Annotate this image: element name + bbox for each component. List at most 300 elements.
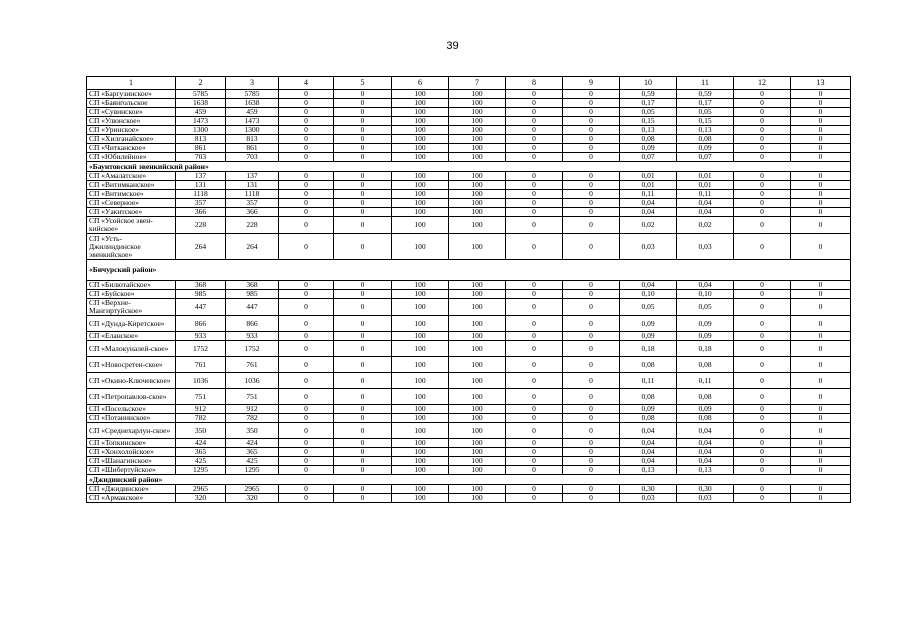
value-cell: 0 xyxy=(279,135,334,144)
table-row xyxy=(87,144,851,153)
value-cell: 0,07 xyxy=(677,153,734,162)
value-cell: 0 xyxy=(279,172,334,181)
table-body xyxy=(87,77,851,503)
settlement-name-cell: СП «Дунда-Киретское» xyxy=(87,316,176,332)
value-cell: 0,13 xyxy=(620,126,677,135)
value-cell: 2965 xyxy=(226,485,279,494)
value-cell: 0 xyxy=(734,172,791,181)
value-cell: 0 xyxy=(279,423,334,439)
value-cell: 751 xyxy=(226,389,279,405)
value-cell: 0 xyxy=(506,341,563,357)
value-cell: 100 xyxy=(449,290,506,299)
value-cell: 0 xyxy=(279,316,334,332)
value-cell: 0 xyxy=(563,457,620,466)
value-cell: 100 xyxy=(392,172,449,181)
value-cell: 100 xyxy=(392,135,449,144)
value-cell: 100 xyxy=(392,90,449,99)
value-cell: 1752 xyxy=(226,341,279,357)
value-cell: 0 xyxy=(279,144,334,153)
table-row xyxy=(87,181,851,190)
value-cell: 0 xyxy=(791,99,851,108)
table-row xyxy=(87,217,851,234)
table-row xyxy=(87,99,851,108)
value-cell: 0 xyxy=(279,389,334,405)
value-cell: 1638 xyxy=(176,99,226,108)
value-cell: 0,11 xyxy=(620,373,677,389)
value-cell: 100 xyxy=(449,457,506,466)
value-cell: 861 xyxy=(226,144,279,153)
value-cell: 100 xyxy=(449,373,506,389)
table-row xyxy=(87,190,851,199)
value-cell: 0 xyxy=(506,290,563,299)
value-cell: 131 xyxy=(176,181,226,190)
value-cell: 100 xyxy=(392,332,449,341)
value-cell: 0 xyxy=(334,357,392,373)
settlement-name-cell: СП «Новосретен-ское» xyxy=(87,357,176,373)
value-cell: 0 xyxy=(279,190,334,199)
value-cell: 0 xyxy=(279,108,334,117)
value-cell: 100 xyxy=(449,99,506,108)
value-cell: 866 xyxy=(176,316,226,332)
value-cell: 0 xyxy=(506,90,563,99)
value-cell: 0,09 xyxy=(620,405,677,414)
settlement-name-cell: СП «Джидинское» xyxy=(87,485,176,494)
settlement-name-cell: СП «Еланское» xyxy=(87,332,176,341)
value-cell: 0,08 xyxy=(620,357,677,373)
value-cell: 0,04 xyxy=(620,439,677,448)
value-cell: 100 xyxy=(449,357,506,373)
value-cell: 1300 xyxy=(176,126,226,135)
value-cell: 100 xyxy=(392,373,449,389)
table-row xyxy=(87,466,851,475)
value-cell: 0 xyxy=(279,414,334,423)
value-cell: 0,04 xyxy=(677,208,734,217)
value-cell: 366 xyxy=(226,208,279,217)
value-cell: 368 xyxy=(176,281,226,290)
value-cell: 100 xyxy=(392,290,449,299)
value-cell: 0 xyxy=(563,144,620,153)
value-cell: 100 xyxy=(392,405,449,414)
value-cell: 100 xyxy=(392,466,449,475)
value-cell: 365 xyxy=(226,448,279,457)
value-cell: 0,04 xyxy=(677,448,734,457)
value-cell: 100 xyxy=(449,181,506,190)
value-cell: 0 xyxy=(734,117,791,126)
value-cell: 100 xyxy=(392,414,449,423)
header-row xyxy=(87,77,851,90)
value-cell: 0 xyxy=(334,423,392,439)
value-cell: 0 xyxy=(563,439,620,448)
value-cell: 0 xyxy=(734,299,791,316)
value-cell: 137 xyxy=(176,172,226,181)
value-cell: 320 xyxy=(176,494,226,503)
value-cell: 0,01 xyxy=(677,181,734,190)
table-row xyxy=(87,439,851,448)
value-cell: 782 xyxy=(226,414,279,423)
value-cell: 0 xyxy=(734,217,791,234)
value-cell: 0 xyxy=(563,357,620,373)
value-cell: 0 xyxy=(506,208,563,217)
value-cell: 0,08 xyxy=(620,414,677,423)
value-cell: 0 xyxy=(734,466,791,475)
value-cell: 0 xyxy=(279,357,334,373)
value-cell: 0 xyxy=(563,373,620,389)
value-cell: 0 xyxy=(334,373,392,389)
value-cell: 703 xyxy=(176,153,226,162)
value-cell: 0 xyxy=(506,389,563,405)
value-cell: 0 xyxy=(506,299,563,316)
table-row xyxy=(87,414,851,423)
value-cell: 0 xyxy=(279,466,334,475)
value-cell: 0 xyxy=(791,290,851,299)
value-cell: 0,04 xyxy=(677,439,734,448)
value-cell: 0 xyxy=(791,217,851,234)
value-cell: 0,03 xyxy=(677,494,734,503)
value-cell: 0 xyxy=(506,234,563,260)
value-cell: 0 xyxy=(334,126,392,135)
value-cell: 0 xyxy=(563,117,620,126)
table-row xyxy=(87,135,851,144)
value-cell: 0,17 xyxy=(620,99,677,108)
value-cell: 0 xyxy=(563,199,620,208)
value-cell: 0 xyxy=(734,423,791,439)
settlement-name-cell: СП «Среднехарлун-ское» xyxy=(87,423,176,439)
value-cell: 0 xyxy=(563,217,620,234)
value-cell: 0 xyxy=(334,299,392,316)
value-cell: 0 xyxy=(279,99,334,108)
value-cell: 0 xyxy=(506,181,563,190)
value-cell: 0 xyxy=(334,448,392,457)
value-cell: 0 xyxy=(734,90,791,99)
value-cell: 0 xyxy=(334,457,392,466)
value-cell: 447 xyxy=(226,299,279,316)
value-cell: 0,04 xyxy=(620,423,677,439)
value-cell: 100 xyxy=(449,316,506,332)
value-cell: 0,07 xyxy=(620,153,677,162)
settlement-name-cell: СП «Северное» xyxy=(87,199,176,208)
value-cell: 0 xyxy=(791,135,851,144)
value-cell: 0 xyxy=(279,153,334,162)
value-cell: 100 xyxy=(449,144,506,153)
value-cell: 0,02 xyxy=(677,217,734,234)
value-cell: 100 xyxy=(449,389,506,405)
value-cell: 0 xyxy=(734,135,791,144)
value-cell: 0 xyxy=(734,190,791,199)
settlement-name-cell: СП «Баргузинское» xyxy=(87,90,176,99)
value-cell: 0 xyxy=(279,90,334,99)
value-cell: 0 xyxy=(791,389,851,405)
value-cell: 0 xyxy=(506,190,563,199)
value-cell: 0,05 xyxy=(620,299,677,316)
value-cell: 0 xyxy=(791,234,851,260)
value-cell: 0,03 xyxy=(677,234,734,260)
value-cell: 0 xyxy=(506,153,563,162)
value-cell: 0 xyxy=(563,494,620,503)
settlement-name-cell: СП «Верхне-Мангиртуйское» xyxy=(87,299,176,316)
value-cell: 0 xyxy=(506,414,563,423)
value-cell: 0,13 xyxy=(677,126,734,135)
value-cell: 0 xyxy=(506,373,563,389)
value-cell: 100 xyxy=(449,341,506,357)
value-cell: 0,04 xyxy=(677,199,734,208)
value-cell: 0 xyxy=(734,414,791,423)
value-cell: 0,08 xyxy=(620,135,677,144)
value-cell: 0 xyxy=(334,199,392,208)
value-cell: 0 xyxy=(734,290,791,299)
value-cell: 0 xyxy=(734,439,791,448)
value-cell: 0 xyxy=(734,99,791,108)
value-cell: 100 xyxy=(392,199,449,208)
value-cell: 100 xyxy=(392,357,449,373)
district-header-row xyxy=(87,475,851,485)
value-cell: 0 xyxy=(563,389,620,405)
value-cell: 425 xyxy=(226,457,279,466)
value-cell: 0 xyxy=(334,341,392,357)
value-cell: 0 xyxy=(334,217,392,234)
value-cell: 0 xyxy=(506,439,563,448)
value-cell: 0 xyxy=(791,208,851,217)
value-cell: 264 xyxy=(226,234,279,260)
header-cell: 4 xyxy=(279,77,334,90)
page-number: 39 xyxy=(446,40,459,52)
value-cell: 0 xyxy=(279,439,334,448)
value-cell: 0 xyxy=(334,234,392,260)
value-cell: 100 xyxy=(392,341,449,357)
value-cell: 0 xyxy=(506,99,563,108)
value-cell: 813 xyxy=(176,135,226,144)
value-cell: 0 xyxy=(279,494,334,503)
value-cell: 1638 xyxy=(226,99,279,108)
value-cell: 100 xyxy=(449,414,506,423)
value-cell: 0 xyxy=(279,457,334,466)
value-cell: 0 xyxy=(791,448,851,457)
header-cell: 13 xyxy=(791,77,851,90)
value-cell: 861 xyxy=(176,144,226,153)
value-cell: 100 xyxy=(392,108,449,117)
value-cell: 0,08 xyxy=(620,389,677,405)
district-header-row xyxy=(87,260,851,281)
value-cell: 0 xyxy=(506,485,563,494)
table-row xyxy=(87,373,851,389)
settlement-name-cell: СП «Уринское» xyxy=(87,126,176,135)
value-cell: 912 xyxy=(176,405,226,414)
value-cell: 0 xyxy=(279,234,334,260)
district-name: «Баунтовский эвенкийский район» xyxy=(87,162,851,172)
header-cell: 11 xyxy=(677,77,734,90)
value-cell: 0,11 xyxy=(677,190,734,199)
value-cell: 0 xyxy=(506,172,563,181)
value-cell: 0 xyxy=(334,389,392,405)
settlement-name-cell: СП «Билютайское» xyxy=(87,281,176,290)
value-cell: 100 xyxy=(392,217,449,234)
header-cell: 10 xyxy=(620,77,677,90)
value-cell: 100 xyxy=(392,485,449,494)
value-cell: 0 xyxy=(279,181,334,190)
value-cell: 0 xyxy=(791,457,851,466)
settlement-name-cell: СП «Сувинское» xyxy=(87,108,176,117)
value-cell: 0,03 xyxy=(620,234,677,260)
value-cell: 0 xyxy=(791,316,851,332)
value-cell: 1295 xyxy=(226,466,279,475)
data-table xyxy=(86,76,851,503)
value-cell: 100 xyxy=(449,466,506,475)
value-cell: 0 xyxy=(334,153,392,162)
value-cell: 0 xyxy=(334,190,392,199)
value-cell: 0,08 xyxy=(677,389,734,405)
value-cell: 761 xyxy=(176,357,226,373)
value-cell: 0 xyxy=(734,494,791,503)
value-cell: 0,30 xyxy=(677,485,734,494)
value-cell: 0,13 xyxy=(677,466,734,475)
value-cell: 0 xyxy=(334,281,392,290)
value-cell: 0 xyxy=(791,144,851,153)
header-cell: 8 xyxy=(506,77,563,90)
value-cell: 0 xyxy=(791,439,851,448)
settlement-name-cell: СП «Юбилейное» xyxy=(87,153,176,162)
value-cell: 100 xyxy=(392,234,449,260)
value-cell: 1295 xyxy=(176,466,226,475)
value-cell: 0 xyxy=(734,281,791,290)
header-cell: 7 xyxy=(449,77,506,90)
value-cell: 0,09 xyxy=(620,144,677,153)
value-cell: 0,11 xyxy=(620,190,677,199)
value-cell: 0,13 xyxy=(620,466,677,475)
value-cell: 100 xyxy=(449,190,506,199)
table-row xyxy=(87,485,851,494)
value-cell: 0 xyxy=(334,90,392,99)
value-cell: 100 xyxy=(449,332,506,341)
table-row xyxy=(87,290,851,299)
value-cell: 100 xyxy=(449,217,506,234)
settlement-name-cell: СП «Хилганайское» xyxy=(87,135,176,144)
value-cell: 0 xyxy=(734,405,791,414)
value-cell: 137 xyxy=(226,172,279,181)
table-row xyxy=(87,117,851,126)
value-cell: 0,15 xyxy=(620,117,677,126)
value-cell: 0 xyxy=(791,414,851,423)
value-cell: 100 xyxy=(449,448,506,457)
value-cell: 100 xyxy=(392,457,449,466)
value-cell: 100 xyxy=(392,448,449,457)
value-cell: 813 xyxy=(226,135,279,144)
table-row xyxy=(87,316,851,332)
value-cell: 0 xyxy=(506,466,563,475)
table-row xyxy=(87,423,851,439)
value-cell: 0 xyxy=(334,290,392,299)
value-cell: 0 xyxy=(279,373,334,389)
settlement-name-cell: СП «Хонхолойское» xyxy=(87,448,176,457)
value-cell: 100 xyxy=(392,181,449,190)
value-cell: 0 xyxy=(563,485,620,494)
value-cell: 0 xyxy=(734,389,791,405)
value-cell: 0 xyxy=(791,117,851,126)
value-cell: 100 xyxy=(449,153,506,162)
value-cell: 0 xyxy=(279,299,334,316)
settlement-name-cell: СП «Усойское эвен-кийское» xyxy=(87,217,176,234)
value-cell: 0 xyxy=(734,373,791,389)
value-cell: 0 xyxy=(563,332,620,341)
value-cell: 459 xyxy=(176,108,226,117)
value-cell: 0 xyxy=(563,99,620,108)
value-cell: 365 xyxy=(176,448,226,457)
value-cell: 782 xyxy=(176,414,226,423)
table-row xyxy=(87,153,851,162)
value-cell: 0 xyxy=(506,281,563,290)
value-cell: 0,01 xyxy=(620,172,677,181)
value-cell: 100 xyxy=(392,144,449,153)
value-cell: 1036 xyxy=(176,373,226,389)
settlement-name-cell: СП «Петропавлов-ское» xyxy=(87,389,176,405)
value-cell: 0 xyxy=(563,108,620,117)
settlement-name-cell: СП «Топкинское» xyxy=(87,439,176,448)
value-cell: 0 xyxy=(506,332,563,341)
value-cell: 0 xyxy=(506,457,563,466)
table-row xyxy=(87,108,851,117)
value-cell: 5785 xyxy=(226,90,279,99)
value-cell: 0 xyxy=(506,494,563,503)
value-cell: 0 xyxy=(563,172,620,181)
value-cell: 100 xyxy=(449,405,506,414)
value-cell: 0,03 xyxy=(620,494,677,503)
value-cell: 100 xyxy=(449,135,506,144)
district-name: «Бичурский район» xyxy=(87,260,851,281)
value-cell: 0 xyxy=(506,316,563,332)
value-cell: 100 xyxy=(392,99,449,108)
value-cell: 228 xyxy=(226,217,279,234)
value-cell: 0 xyxy=(334,414,392,423)
value-cell: 131 xyxy=(226,181,279,190)
value-cell: 0 xyxy=(734,126,791,135)
value-cell: 0 xyxy=(734,341,791,357)
value-cell: 0,30 xyxy=(620,485,677,494)
table-row xyxy=(87,90,851,99)
settlement-name-cell: СП «Шибертуйское» xyxy=(87,466,176,475)
value-cell: 0 xyxy=(279,485,334,494)
value-cell: 0,09 xyxy=(620,332,677,341)
value-cell: 0 xyxy=(734,448,791,457)
value-cell: 0 xyxy=(563,126,620,135)
value-cell: 0 xyxy=(279,126,334,135)
value-cell: 0,09 xyxy=(677,405,734,414)
value-cell: 1300 xyxy=(226,126,279,135)
settlement-name-cell: СП «Улюнское» xyxy=(87,117,176,126)
value-cell: 0 xyxy=(791,341,851,357)
value-cell: 100 xyxy=(449,439,506,448)
value-cell: 424 xyxy=(176,439,226,448)
value-cell: 0 xyxy=(734,457,791,466)
table-row xyxy=(87,494,851,503)
value-cell: 0 xyxy=(791,172,851,181)
value-cell: 0 xyxy=(734,332,791,341)
settlement-name-cell: СП «Окино-Ключевское» xyxy=(87,373,176,389)
value-cell: 0 xyxy=(334,208,392,217)
value-cell: 0 xyxy=(334,405,392,414)
value-cell: 100 xyxy=(449,90,506,99)
value-cell: 912 xyxy=(226,405,279,414)
value-cell: 933 xyxy=(176,332,226,341)
value-cell: 761 xyxy=(226,357,279,373)
value-cell: 100 xyxy=(449,485,506,494)
value-cell: 0 xyxy=(563,234,620,260)
settlement-name-cell: СП «Потанинское» xyxy=(87,414,176,423)
value-cell: 0,04 xyxy=(620,199,677,208)
value-cell: 0,01 xyxy=(677,172,734,181)
value-cell: 100 xyxy=(392,190,449,199)
value-cell: 0 xyxy=(334,316,392,332)
value-cell: 0 xyxy=(279,117,334,126)
value-cell: 985 xyxy=(176,290,226,299)
value-cell: 100 xyxy=(449,494,506,503)
